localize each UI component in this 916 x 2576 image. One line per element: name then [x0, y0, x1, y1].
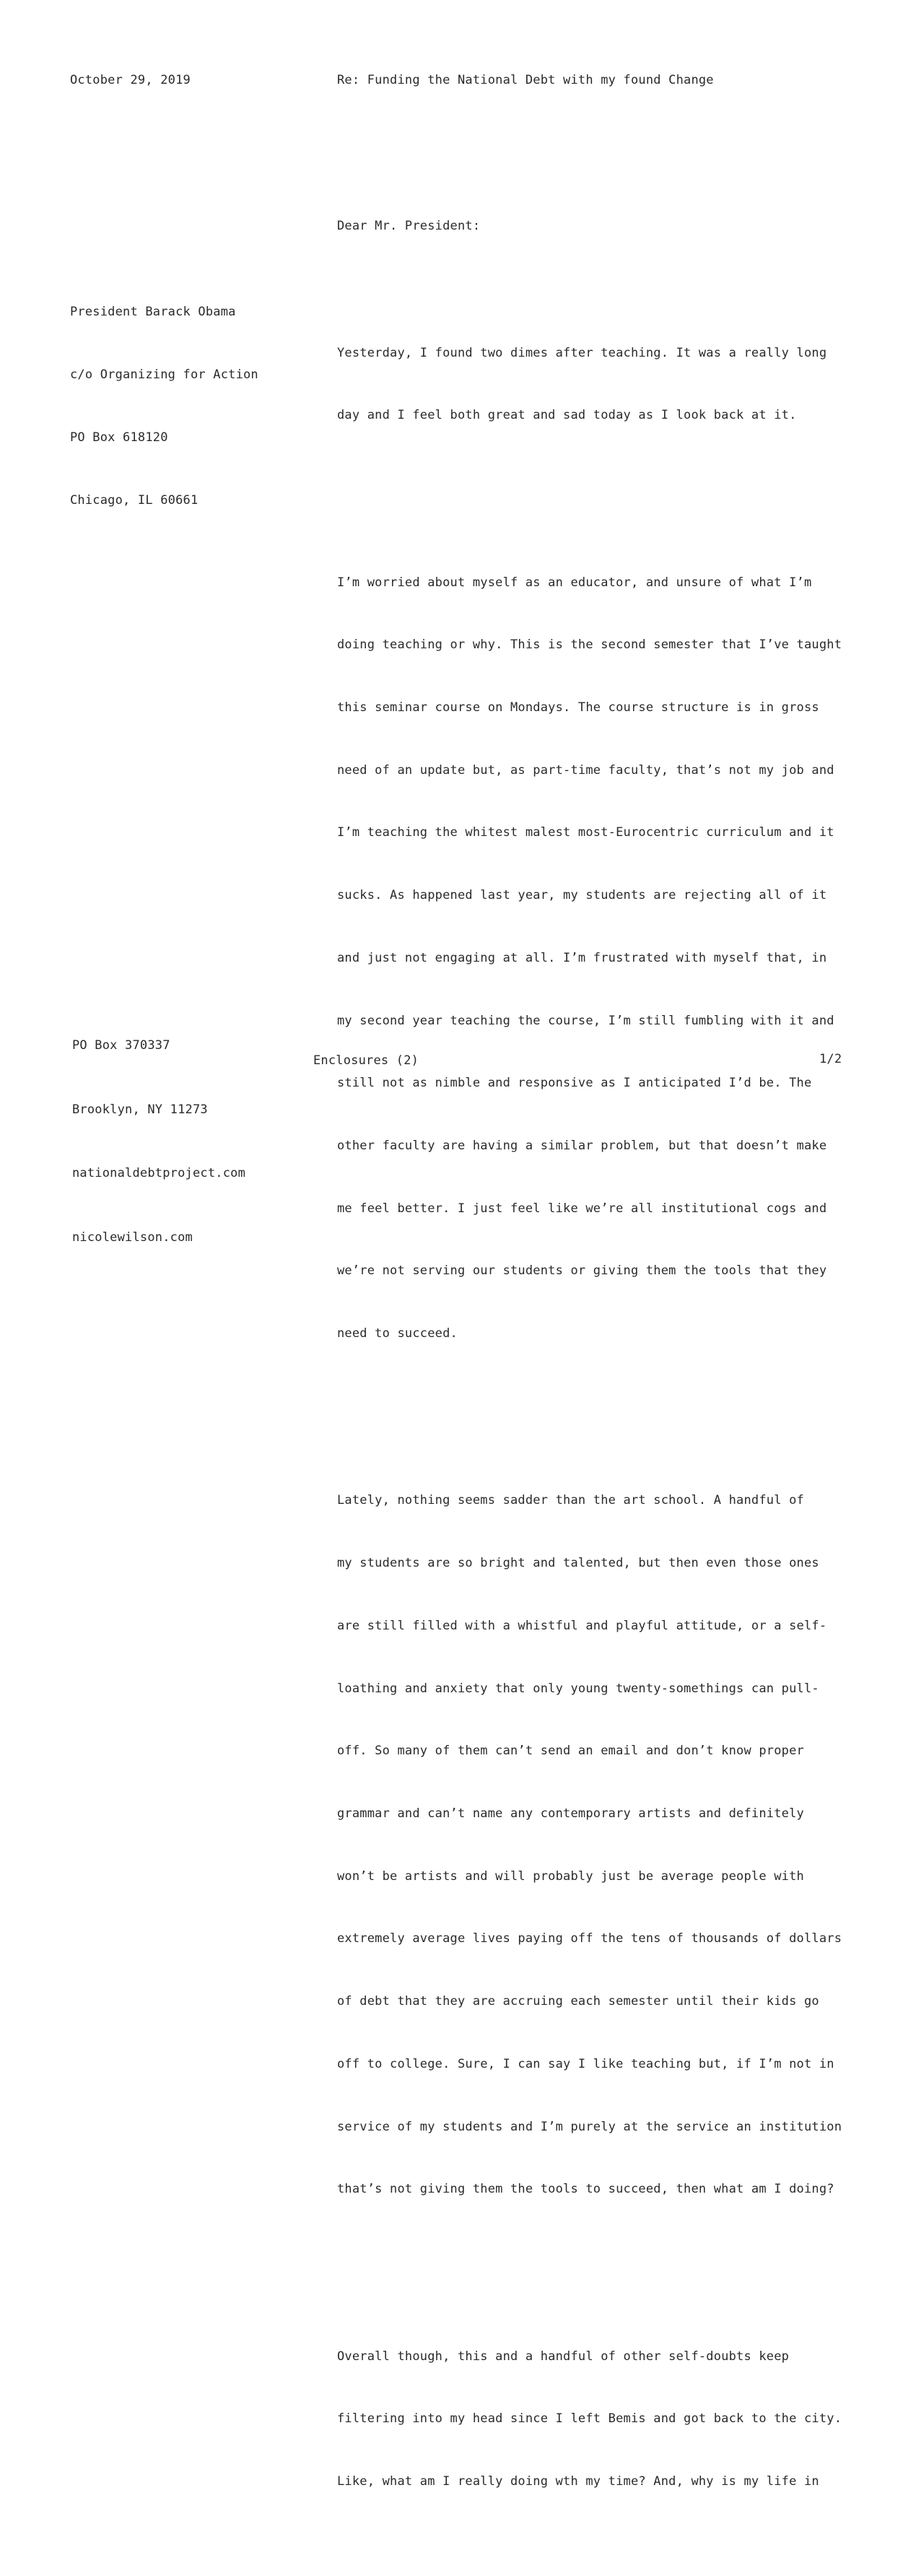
body-line: my students are so bright and talented, but then even those ones	[337, 1556, 819, 1571]
body-line: and just not engaging at all. I’m frustrated with myself that, in	[337, 950, 827, 965]
recipient-line: President Barack Obama	[70, 305, 236, 319]
body-line: service of my students and I’m purely at the service an institution	[337, 2119, 842, 2134]
body-line: doing teaching or why. This is the second semester that I’ve taught	[337, 638, 842, 653]
body-line: I’m worried about myself as an educator, and unsure of what I’m	[337, 575, 812, 590]
body-line: need to succeed.	[337, 1326, 458, 1341]
recipient-line: c/o Organizing for Action	[70, 367, 258, 382]
body-line: off to college. Sure, I can say I like teaching but, if I’m not in	[337, 2056, 834, 2071]
body-line: loathing and anxiety that only young twenty-somethings can pull-	[337, 1681, 819, 1696]
letter-body	[337, 259, 842, 2576]
body-line: filtering into my head since I left Bemis and got back to the city.	[337, 2411, 842, 2427]
body-line: Lately, nothing seems sadder than the art school. A handful of	[337, 1493, 804, 1508]
body-line: other faculty are having a similar problem, but that doesn’t make	[337, 1139, 827, 1154]
body-paragraph	[337, 301, 842, 468]
body-line: sucks. As happened last year, my students are rejecting all of it	[337, 888, 827, 903]
body-line: won’t be artists and will probably just be average people with	[337, 1868, 804, 1884]
body-line: off. So many of them can’t send an email and don’t know proper	[337, 1744, 804, 1759]
body-line: that’s not giving them the tools to succeed, then what am I doing?	[337, 2182, 834, 2197]
letter-subject: Re: Funding the National Debt with my found Change	[337, 73, 714, 87]
sender-website: nicolewilson.com	[72, 1230, 193, 1245]
enclosures-note: Enclosures (2)	[313, 1053, 419, 1068]
body-line: of debt that they are accruing each semester until their kids go	[337, 1994, 819, 2009]
letter-date: October 29, 2019	[70, 73, 191, 87]
sender-website: nationaldebtproject.com	[72, 1166, 246, 1180]
salutation: Dear Mr. President:	[337, 219, 481, 233]
body-line: day and I feel both great and sad today as I look back at it.	[337, 408, 797, 423]
body-line: my second year teaching the course, I’m still fumbling with it and	[337, 1013, 834, 1028]
body-paragraph	[337, 531, 842, 1386]
body-line: Like, what am I really doing wth my time? And, why is my life in	[337, 2474, 819, 2489]
body-line: Yesterday, I found two dimes after teaching. It was a really long	[337, 345, 827, 360]
recipient-line: Chicago, IL 60661	[70, 493, 199, 508]
body-line: Overall though, this and a handful of other self-doubts keep	[337, 2349, 790, 2364]
sender-line: Brooklyn, NY 11273	[72, 1102, 208, 1117]
sender-line: PO Box 370337	[72, 1038, 170, 1053]
body-line: need of an update but, as part-time faculty, that’s not my job and	[337, 762, 834, 778]
body-line: are still filled with a whistful and playful attitude, or a self-	[337, 1618, 827, 1633]
body-line: extremely average lives paying off the tens of thousands of dollars	[337, 1931, 842, 1946]
body-line: me feel better. I just feel like we’re all institutional cogs and	[337, 1201, 827, 1216]
page-number: 1/2	[819, 1052, 842, 1066]
body-line: we’re not serving our students or giving them the tools that they	[337, 1263, 827, 1279]
body-paragraph	[337, 1449, 842, 2242]
body-line: this seminar course on Mondays. The course structure is in gross	[337, 700, 819, 715]
sender-address	[72, 993, 245, 1270]
body-line: still not as nimble and responsive as I anticipated I’d be. The	[337, 1076, 812, 1091]
body-line: I’m teaching the whitest malest most-Eurocentric curriculum and it	[337, 825, 834, 840]
body-line: grammar and can’t name any contemporary artists and definitely	[337, 1806, 804, 1822]
recipient-address	[70, 260, 258, 532]
recipient-line: PO Box 618120	[70, 430, 168, 445]
body-paragraph	[337, 2305, 842, 2534]
